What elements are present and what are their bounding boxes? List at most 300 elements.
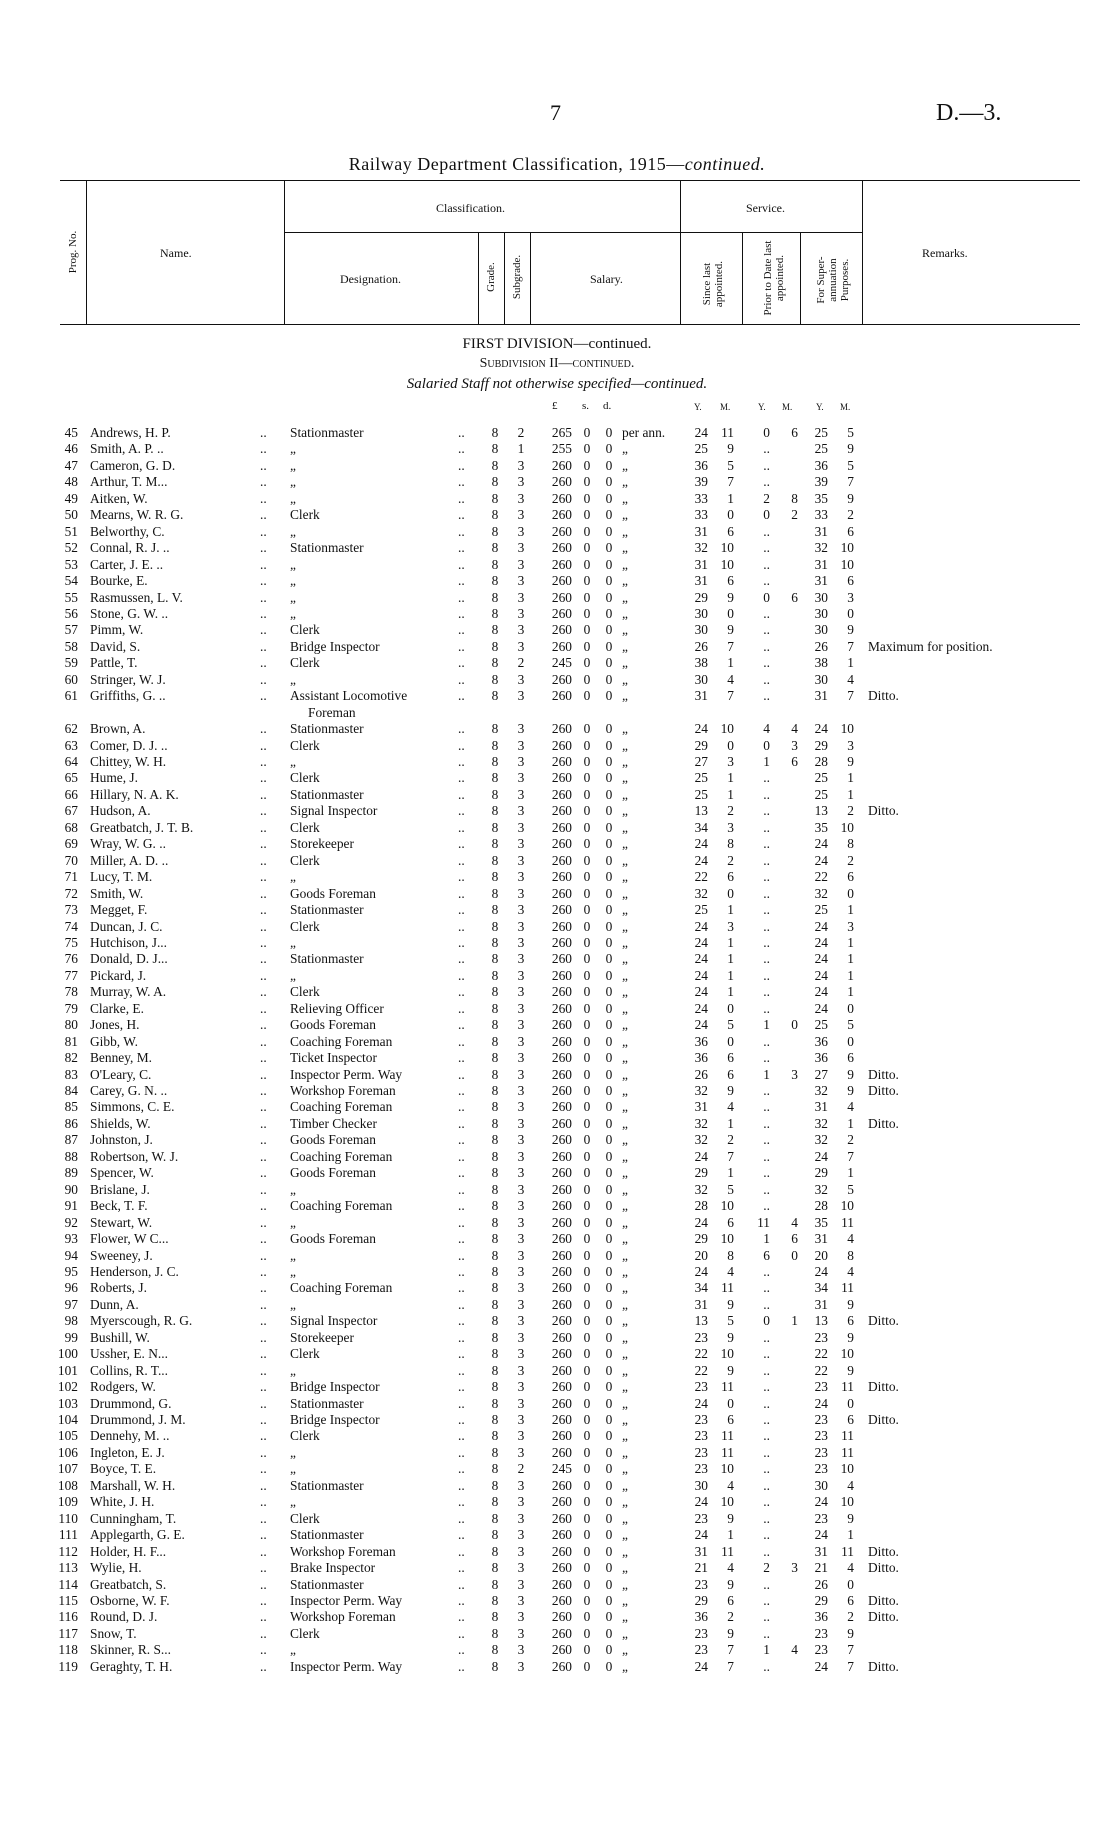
- leader-dots: ..: [458, 754, 465, 769]
- cell-prior-months: 4: [791, 1642, 798, 1658]
- cell-grade: 8: [491, 1050, 499, 1066]
- cell-prog-no: 46: [64, 441, 78, 457]
- cell-since-years: 34: [694, 1280, 708, 1296]
- cell-super-years: 32: [814, 540, 828, 556]
- cell-prior-years: 6: [763, 1247, 770, 1263]
- leader-dots: ..: [260, 573, 267, 589]
- cell-prog-no: 81: [64, 1033, 78, 1049]
- cell-salary-pence: 0: [605, 918, 613, 934]
- leader-dots: ..: [260, 803, 267, 819]
- cell-salary-pence: 0: [605, 1527, 613, 1543]
- cell-since-months: 11: [721, 1280, 734, 1296]
- cell-name: Johnston, J.: [90, 1132, 153, 1148]
- cell-name: Duncan, J. C.: [90, 918, 163, 934]
- leader-dots: ..: [458, 1132, 465, 1148]
- cell-designation: Timber Checker: [290, 1115, 377, 1131]
- cell-designation: „: [290, 1296, 296, 1312]
- cell-salary-shillings: 0: [583, 1329, 591, 1345]
- cell-grade: 8: [491, 951, 499, 967]
- cell-designation: „: [290, 1362, 296, 1378]
- cell-designation: Workshop Foreman: [290, 1609, 396, 1625]
- cell-subgrade: 2: [517, 655, 525, 671]
- cell-subgrade: 3: [517, 1000, 525, 1016]
- cell-since-months: 7: [727, 1658, 734, 1674]
- table-row: [0, 1033, 1114, 1050]
- cell-remarks: Ditto.: [868, 1066, 899, 1082]
- cell-super-months: 9: [847, 1329, 854, 1345]
- cell-salary-pence: 0: [605, 573, 613, 589]
- cell-salary-pence: 0: [605, 688, 613, 704]
- cell-grade: 8: [491, 1181, 499, 1197]
- cell-salary-pence: 0: [605, 1247, 613, 1263]
- cell-salary-period: „: [622, 457, 628, 473]
- cell-super-months: 7: [847, 474, 854, 490]
- cell-designation: Foreman: [308, 704, 356, 720]
- cell-subgrade: 3: [517, 1066, 525, 1082]
- cell-salary-shillings: 0: [583, 984, 591, 1000]
- cell-name: Pimm, W.: [90, 622, 144, 638]
- cell-grade: 8: [491, 1379, 499, 1395]
- cell-name: Geraghty, T. H.: [90, 1658, 173, 1674]
- cell-salary-pounds: 260: [551, 556, 572, 572]
- cell-prior-years: 0: [763, 589, 770, 605]
- leader-dots: ..: [260, 934, 267, 950]
- table-row: [0, 1592, 1114, 1609]
- cell-since-months: 6: [727, 1050, 734, 1066]
- table-row: [0, 1131, 1114, 1148]
- table-row: [0, 1608, 1114, 1625]
- cell-salary-shillings: 0: [583, 934, 591, 950]
- cell-super-months: 7: [847, 1658, 854, 1674]
- cell-prior-years: 2: [763, 490, 770, 506]
- cell-salary-pence: 0: [605, 1379, 613, 1395]
- leader-dots: ..: [260, 688, 267, 704]
- cell-super-years: 20: [814, 1247, 828, 1263]
- leader-dots: ..: [260, 540, 267, 556]
- cell-salary-pounds: 260: [551, 1198, 572, 1214]
- cell-salary-pounds: 260: [551, 1412, 572, 1427]
- cell-subgrade: 3: [517, 1395, 525, 1411]
- cell-since-years: 24: [694, 1214, 708, 1230]
- table-row: [0, 753, 1114, 770]
- cell-salary-pence: 0: [605, 490, 613, 506]
- cell-since-years: 25: [694, 441, 708, 457]
- cell-prior-years: ..: [763, 1543, 770, 1559]
- cell-grade: 8: [491, 1461, 499, 1477]
- table-row: [0, 967, 1114, 984]
- cell-super-months: 1: [847, 786, 854, 802]
- cell-grade: 8: [491, 1148, 499, 1164]
- cell-since-years: 22: [694, 1346, 708, 1362]
- cell-since-years: 24: [694, 1000, 708, 1016]
- cell-prog-no: 51: [64, 523, 78, 539]
- cell-salary-shillings: 0: [583, 556, 591, 572]
- cell-designation: Stationmaster: [290, 1527, 364, 1543]
- cell-since-months: 0: [727, 605, 734, 621]
- cell-salary-pence: 0: [605, 1132, 613, 1148]
- cell-prior-months: 0: [791, 1247, 798, 1263]
- cell-salary-shillings: 0: [583, 1642, 591, 1658]
- cell-salary-pence: 0: [605, 1000, 613, 1016]
- cell-super-years: 31: [814, 1231, 828, 1247]
- cell-subgrade: 3: [517, 1115, 525, 1131]
- table-row: [0, 1296, 1114, 1313]
- cell-since-years: 23: [694, 1444, 708, 1460]
- cell-salary-shillings: 0: [583, 852, 591, 868]
- cell-since-months: 9: [727, 1296, 734, 1312]
- cell-prog-no: 55: [64, 589, 78, 605]
- cell-prior-years: ..: [763, 638, 770, 654]
- cell-prog-no: 106: [57, 1444, 78, 1460]
- cell-salary-pence: 0: [605, 1576, 613, 1592]
- leader-dots: ..: [458, 737, 465, 753]
- cell-super-years: 31: [814, 523, 828, 539]
- cell-name: Comer, D. J. ..: [90, 737, 168, 753]
- cell-since-months: 0: [727, 507, 734, 523]
- cell-designation: Clerk: [290, 918, 320, 934]
- cell-salary-period: „: [622, 671, 628, 687]
- leader-dots: ..: [458, 1527, 465, 1543]
- table-row: [0, 654, 1114, 671]
- leader-dots: ..: [260, 638, 267, 654]
- cell-since-months: 11: [721, 1543, 734, 1559]
- unit-y1: Y.: [694, 402, 702, 412]
- leader-dots: ..: [260, 1494, 267, 1510]
- cell-prog-no: 85: [64, 1099, 78, 1115]
- cell-salary-pence: 0: [605, 523, 613, 539]
- cell-super-months: 7: [847, 688, 854, 704]
- cell-super-months: 1: [847, 655, 854, 671]
- cell-name: Murray, W. A.: [90, 984, 167, 1000]
- leader-dots: ..: [458, 852, 465, 868]
- cell-salary-pence: 0: [605, 1329, 613, 1345]
- cell-remarks: Ditto.: [868, 1083, 899, 1098]
- table-row: [0, 918, 1114, 935]
- cell-since-years: 26: [694, 638, 708, 654]
- cell-super-years: 28: [814, 754, 828, 769]
- cell-salary-pence: 0: [605, 1083, 613, 1098]
- cell-salary-period: „: [622, 754, 628, 769]
- cell-prior-years: ..: [763, 1181, 770, 1197]
- cell-name: Gibb, W.: [90, 1033, 138, 1049]
- cell-super-months: 5: [847, 1181, 854, 1197]
- cell-since-months: 10: [720, 1231, 734, 1247]
- unit-d: d.: [603, 400, 612, 412]
- cell-prog-no: 97: [64, 1296, 78, 1312]
- cell-since-months: 9: [727, 441, 734, 457]
- cell-since-years: 31: [694, 1099, 708, 1115]
- cell-salary-shillings: 0: [583, 441, 591, 457]
- cell-designation: Workshop Foreman: [290, 1083, 396, 1098]
- cell-prog-no: 71: [64, 869, 78, 885]
- leader-dots: ..: [260, 1609, 267, 1625]
- cell-prior-years: 0: [763, 425, 770, 440]
- cell-since-years: 24: [694, 425, 708, 440]
- leader-dots: ..: [458, 1263, 465, 1279]
- cell-prog-no: 72: [64, 885, 78, 901]
- cell-grade: 8: [491, 803, 499, 819]
- cell-name: Sweeney, J.: [90, 1247, 153, 1263]
- cell-salary-pounds: 260: [551, 1494, 572, 1510]
- cell-grade: 8: [491, 754, 499, 769]
- cell-salary-pounds: 260: [551, 457, 572, 473]
- cell-subgrade: 3: [517, 688, 525, 704]
- cell-salary-period: „: [622, 836, 628, 852]
- cell-salary-period: „: [622, 786, 628, 802]
- leader-dots: ..: [458, 1510, 465, 1526]
- cell-designation: Bridge Inspector: [290, 1379, 380, 1395]
- leader-dots: ..: [260, 507, 267, 523]
- cell-name: Spencer, W.: [90, 1165, 154, 1181]
- cell-name: Brislane, J.: [90, 1181, 150, 1197]
- cell-super-months: 0: [847, 885, 854, 901]
- cell-prior-years: ..: [763, 819, 770, 835]
- cell-subgrade: 3: [517, 556, 525, 572]
- document-code: D.—3.: [936, 100, 1002, 126]
- table-row: [0, 1510, 1114, 1527]
- cell-designation: „: [290, 573, 296, 589]
- cell-super-years: 23: [814, 1625, 828, 1641]
- cell-super-months: 10: [840, 1346, 854, 1362]
- cell-super-years: 38: [814, 655, 828, 671]
- cell-prog-no: 90: [64, 1181, 78, 1197]
- cell-subgrade: 3: [517, 902, 525, 918]
- cell-name: Rodgers, W.: [90, 1379, 156, 1395]
- cell-salary-period: „: [622, 1181, 628, 1197]
- cell-name: Mearns, W. R. G.: [90, 507, 184, 523]
- cell-subgrade: 3: [517, 721, 525, 737]
- table-row: [0, 819, 1114, 836]
- leader-dots: ..: [260, 1214, 267, 1230]
- cell-prior-years: ..: [763, 1263, 770, 1279]
- cell-super-years: 32: [814, 885, 828, 901]
- cell-salary-period: „: [622, 1263, 628, 1279]
- cell-salary-pounds: 260: [551, 1214, 572, 1230]
- cell-salary-period: „: [622, 1560, 628, 1576]
- cell-remarks: Ditto.: [868, 688, 899, 704]
- cell-super-months: 10: [840, 556, 854, 572]
- header-service: Service.: [746, 201, 785, 215]
- cell-prior-months: 3: [791, 1066, 798, 1082]
- header-salary: Salary.: [590, 272, 623, 286]
- cell-since-years: 31: [694, 573, 708, 589]
- cell-grade: 8: [491, 507, 499, 523]
- leader-dots: ..: [458, 885, 465, 901]
- leader-dots: ..: [458, 902, 465, 918]
- cell-salary-pence: 0: [605, 457, 613, 473]
- cell-subgrade: 3: [517, 1543, 525, 1559]
- cell-super-months: 2: [847, 1132, 854, 1148]
- cell-grade: 8: [491, 967, 499, 983]
- cell-salary-period: „: [622, 1444, 628, 1460]
- cell-name: Drummond, G.: [90, 1395, 172, 1411]
- leader-dots: ..: [260, 1543, 267, 1559]
- cell-salary-pence: 0: [605, 967, 613, 983]
- leader-dots: ..: [260, 1033, 267, 1049]
- cell-grade: 8: [491, 1231, 499, 1247]
- cell-grade: 8: [491, 1494, 499, 1510]
- cell-prog-no: 95: [64, 1263, 78, 1279]
- cell-prior-years: ..: [763, 1148, 770, 1164]
- cell-subgrade: 3: [517, 1181, 525, 1197]
- cell-subgrade: 3: [517, 836, 525, 852]
- cell-grade: 8: [491, 1625, 499, 1641]
- cell-since-years: 24: [694, 918, 708, 934]
- cell-salary-pounds: 260: [551, 754, 572, 769]
- cell-super-years: 24: [814, 852, 828, 868]
- leader-dots: ..: [458, 869, 465, 885]
- cell-since-months: 9: [727, 1083, 734, 1098]
- cell-salary-period: „: [622, 819, 628, 835]
- cell-salary-pounds: 260: [551, 573, 572, 589]
- cell-salary-period: „: [622, 1017, 628, 1033]
- cell-super-years: 13: [814, 803, 828, 819]
- cell-super-years: 31: [814, 1296, 828, 1312]
- cell-name: Wray, W. G. ..: [90, 836, 166, 852]
- cell-super-months: 2: [847, 1609, 854, 1625]
- cell-grade: 8: [491, 786, 499, 802]
- cell-salary-shillings: 0: [583, 1313, 591, 1329]
- cell-since-years: 23: [694, 1329, 708, 1345]
- cell-prog-no: 83: [64, 1066, 78, 1082]
- cell-salary-period: „: [622, 721, 628, 737]
- leader-dots: ..: [260, 523, 267, 539]
- cell-since-years: 13: [694, 1313, 708, 1329]
- cell-salary-period: „: [622, 1083, 628, 1098]
- cell-salary-pence: 0: [605, 951, 613, 967]
- cell-designation: „: [290, 1444, 296, 1460]
- cell-subgrade: 3: [517, 1214, 525, 1230]
- cell-salary-pence: 0: [605, 1395, 613, 1411]
- cell-designation: „: [290, 1263, 296, 1279]
- table-row: [0, 1164, 1114, 1181]
- cell-since-years: 27: [694, 754, 708, 769]
- leader-dots: ..: [458, 622, 465, 638]
- cell-salary-period: „: [622, 1461, 628, 1477]
- cell-prior-years: 1: [763, 1231, 770, 1247]
- cell-grade: 8: [491, 425, 499, 440]
- cell-prior-years: ..: [763, 457, 770, 473]
- cell-salary-period: „: [622, 951, 628, 967]
- cell-super-years: 21: [814, 1560, 828, 1576]
- cell-super-months: 0: [847, 1576, 854, 1592]
- cell-name: Hutchison, J...: [90, 934, 167, 950]
- cell-super-years: 36: [814, 1050, 828, 1066]
- cell-designation: Workshop Foreman: [290, 1543, 396, 1559]
- leader-dots: ..: [458, 918, 465, 934]
- cell-prior-years: ..: [763, 1329, 770, 1345]
- cell-designation: Inspector Perm. Way: [290, 1066, 403, 1082]
- cell-salary-period: „: [622, 1329, 628, 1345]
- cell-since-years: 31: [694, 1543, 708, 1559]
- header-superannuation: For Super-annuation Purposes.: [815, 256, 851, 304]
- cell-since-years: 29: [694, 589, 708, 605]
- cell-subgrade: 3: [517, 1165, 525, 1181]
- table-row: [0, 1444, 1114, 1461]
- cell-salary-shillings: 0: [583, 1148, 591, 1164]
- cell-grade: 8: [491, 852, 499, 868]
- cell-super-years: 36: [814, 1033, 828, 1049]
- cell-super-years: 22: [814, 1362, 828, 1378]
- cell-salary-pounds: 260: [551, 1165, 572, 1181]
- cell-name: Myerscough, R. G.: [90, 1313, 193, 1329]
- title-main: Railway Department Classification, 1915—: [348, 154, 685, 174]
- leader-dots: ..: [260, 1444, 267, 1460]
- leader-dots: ..: [458, 1148, 465, 1164]
- cell-name: Ussher, E. N...: [90, 1346, 168, 1362]
- cell-super-months: 7: [847, 638, 854, 654]
- leader-dots: ..: [458, 1543, 465, 1559]
- table-row: [0, 852, 1114, 869]
- cell-super-years: 24: [814, 1527, 828, 1543]
- cell-super-years: 23: [814, 1412, 828, 1427]
- cell-prior-years: ..: [763, 1362, 770, 1378]
- table-row: [0, 1559, 1114, 1576]
- cell-subgrade: 3: [517, 490, 525, 506]
- cell-prog-no: 114: [58, 1576, 78, 1592]
- cell-since-years: 38: [694, 655, 708, 671]
- leader-dots: ..: [458, 1050, 465, 1066]
- cell-subgrade: 3: [517, 984, 525, 1000]
- cell-salary-shillings: 0: [583, 1362, 591, 1378]
- cell-designation: Clerk: [290, 852, 320, 868]
- leader-dots: ..: [458, 1296, 465, 1312]
- cell-prog-no: 100: [57, 1346, 78, 1362]
- cell-salary-pence: 0: [605, 1362, 613, 1378]
- cell-name: Connal, R. J. ..: [90, 540, 170, 556]
- cell-salary-pence: 0: [605, 1263, 613, 1279]
- cell-salary-pounds: 245: [551, 1461, 572, 1477]
- cell-prior-years: ..: [763, 540, 770, 556]
- cell-grade: 8: [491, 441, 499, 457]
- cell-name: David, S.: [90, 638, 141, 654]
- cell-prior-months: 8: [791, 490, 798, 506]
- cell-prior-years: ..: [763, 1461, 770, 1477]
- cell-prog-no: 113: [58, 1560, 78, 1576]
- cell-since-years: 28: [694, 1198, 708, 1214]
- cell-since-months: 2: [727, 852, 734, 868]
- cell-grade: 8: [491, 1132, 499, 1148]
- cell-salary-pounds: 260: [551, 1066, 572, 1082]
- cell-salary-pounds: 260: [551, 1395, 572, 1411]
- cell-super-months: 1: [847, 1165, 854, 1181]
- cell-prior-years: ..: [763, 1444, 770, 1460]
- cell-salary-period: „: [622, 803, 628, 819]
- cell-since-months: 1: [727, 902, 734, 918]
- table-row: [0, 901, 1114, 918]
- col-rule-3: [478, 232, 479, 324]
- leader-dots: ..: [458, 1247, 465, 1263]
- cell-super-years: 36: [814, 1609, 828, 1625]
- cell-prog-no: 74: [64, 918, 78, 934]
- cell-super-months: 10: [840, 1494, 854, 1510]
- cell-super-months: 3: [847, 737, 854, 753]
- leader-dots: ..: [458, 474, 465, 490]
- table-row: [0, 1543, 1114, 1560]
- cell-grade: 8: [491, 1296, 499, 1312]
- cell-designation: Clerk: [290, 655, 320, 671]
- cell-salary-period: „: [622, 1477, 628, 1493]
- cell-prior-years: ..: [763, 1000, 770, 1016]
- cell-prior-months: 2: [791, 507, 798, 523]
- cell-salary-shillings: 0: [583, 589, 591, 605]
- leader-dots: ..: [458, 1412, 465, 1427]
- cell-salary-shillings: 0: [583, 1066, 591, 1082]
- cell-since-years: 33: [694, 490, 708, 506]
- cell-since-months: 7: [727, 474, 734, 490]
- cell-prog-no: 58: [64, 638, 78, 654]
- cell-subgrade: 3: [517, 1231, 525, 1247]
